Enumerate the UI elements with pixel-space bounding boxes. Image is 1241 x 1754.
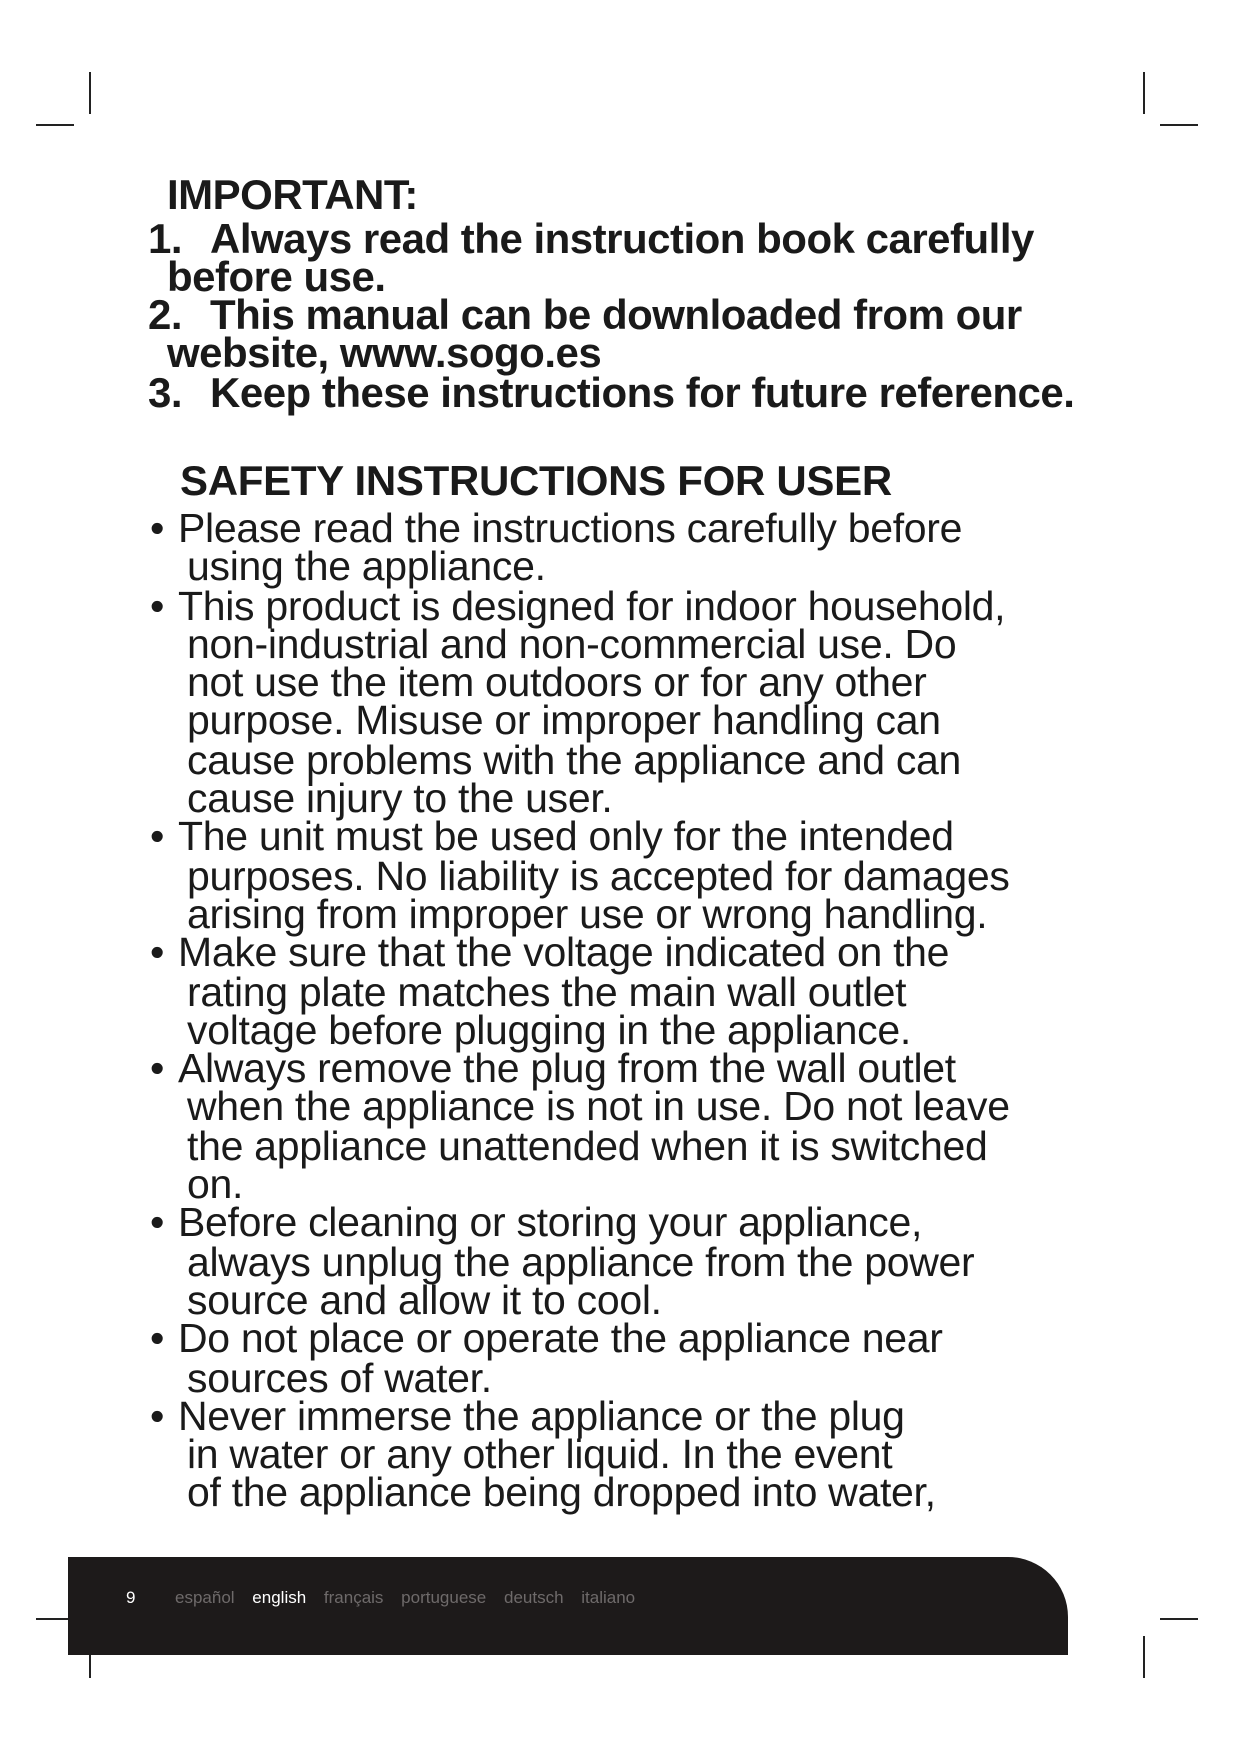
safety-bullet-3-line-3: arising from improper use or wrong handling. bbox=[187, 891, 988, 937]
important-item-1-cont: before use. bbox=[167, 253, 386, 300]
crop-mark-bottom-right-horizontal bbox=[1160, 1618, 1198, 1620]
safety-bullet-3-line-2: purposes. No liability is accepted for damages bbox=[187, 853, 1010, 899]
crop-mark-top-right-vertical bbox=[1143, 72, 1145, 114]
language-nav bbox=[175, 1588, 648, 1608]
page-number: 9 bbox=[126, 1588, 136, 1607]
bullet-marker: • bbox=[150, 1393, 165, 1439]
safety-bullet-8-line-3: of the appliance being dropped into water, bbox=[187, 1469, 936, 1515]
crop-mark-top-left-vertical bbox=[89, 72, 91, 114]
bullet-marker: • bbox=[150, 505, 165, 551]
lang-francais[interactable]: français bbox=[323, 1588, 384, 1607]
safety-bullet-2-line-6: cause injury to the user. bbox=[187, 775, 613, 821]
important-item-3 bbox=[148, 369, 1075, 416]
bullet-marker: • bbox=[150, 1315, 165, 1361]
safety-bullet-6: • Before cleaning or storing your appliance, bbox=[150, 1199, 923, 1245]
important-item-number: 2. bbox=[148, 291, 183, 338]
safety-bullet-7-line-2: sources of water. bbox=[187, 1355, 492, 1401]
safety-bullet-2-line-4: purpose. Misuse or improper handling can bbox=[187, 697, 941, 743]
safety-bullet-5-line-3: the appliance unattended when it is switched bbox=[187, 1123, 988, 1169]
bullet-marker: • bbox=[150, 1045, 165, 1091]
safety-bullet-1-line-2: using the appliance. bbox=[187, 543, 546, 589]
safety-bullet-4: • Make sure that the voltage indicated on the bbox=[150, 929, 950, 975]
safety-bullet-2: • This product is designed for indoor household, bbox=[150, 583, 1006, 629]
safety-bullet-2-line-2: non-industrial and non-commercial use. Do bbox=[187, 621, 957, 667]
safety-bullet-8-line-2: in water or any other liquid. In the event bbox=[187, 1431, 893, 1477]
safety-bullet-8: • Never immerse the appliance or the plug bbox=[150, 1393, 905, 1439]
lang-espanol[interactable]: español bbox=[175, 1588, 235, 1607]
important-item-text: Keep these instructions for future reference. bbox=[210, 369, 1075, 416]
important-heading: IMPORTANT: bbox=[167, 171, 418, 218]
important-item-text: Always read the instruction book carefully bbox=[210, 215, 1034, 262]
safety-bullet-1: • Please read the instructions carefully before bbox=[150, 505, 963, 551]
safety-heading: SAFETY INSTRUCTIONS FOR USER bbox=[180, 457, 892, 504]
safety-bullet-4-line-3: voltage before plugging in the appliance. bbox=[187, 1007, 911, 1053]
crop-mark-top-right-horizontal bbox=[1160, 124, 1198, 126]
important-item-number: 3. bbox=[148, 369, 183, 416]
bullet-marker: • bbox=[150, 929, 165, 975]
safety-bullet-6-line-3: source and allow it to cool. bbox=[187, 1277, 662, 1323]
crop-mark-bottom-right-vertical bbox=[1143, 1636, 1145, 1678]
lang-portuguese[interactable]: portuguese bbox=[401, 1588, 487, 1607]
bullet-marker: • bbox=[150, 583, 165, 629]
safety-bullet-5: • Always remove the plug from the wall outlet bbox=[150, 1045, 956, 1091]
safety-bullet-2-line-3: not use the item outdoors or for any other bbox=[187, 659, 927, 705]
lang-english[interactable]: english bbox=[252, 1588, 307, 1607]
crop-mark-top-left-horizontal bbox=[36, 124, 74, 126]
bullet-marker: • bbox=[150, 1199, 165, 1245]
safety-bullet-6-line-2: always unplug the appliance from the power bbox=[187, 1239, 975, 1285]
lang-italiano[interactable]: italiano bbox=[581, 1588, 636, 1607]
safety-bullet-3: • The unit must be used only for the intended bbox=[150, 813, 954, 859]
important-item-number: 1. bbox=[148, 215, 183, 262]
safety-bullet-5-line-2: when the appliance is not in use. Do not leave bbox=[187, 1083, 1010, 1129]
important-item-text: This manual can be downloaded from our bbox=[210, 291, 1022, 338]
safety-bullet-2-line-5: cause problems with the appliance and can bbox=[187, 737, 962, 783]
safety-bullet-4-line-2: rating plate matches the main wall outlet bbox=[187, 969, 907, 1015]
safety-bullet-5-line-4: on. bbox=[187, 1161, 244, 1207]
important-item-2-cont: website, www.sogo.es bbox=[167, 329, 602, 376]
safety-bullet-7: • Do not place or operate the appliance near bbox=[150, 1315, 943, 1361]
lang-deutsch[interactable]: deutsch bbox=[503, 1588, 564, 1607]
bullet-marker: • bbox=[150, 813, 165, 859]
